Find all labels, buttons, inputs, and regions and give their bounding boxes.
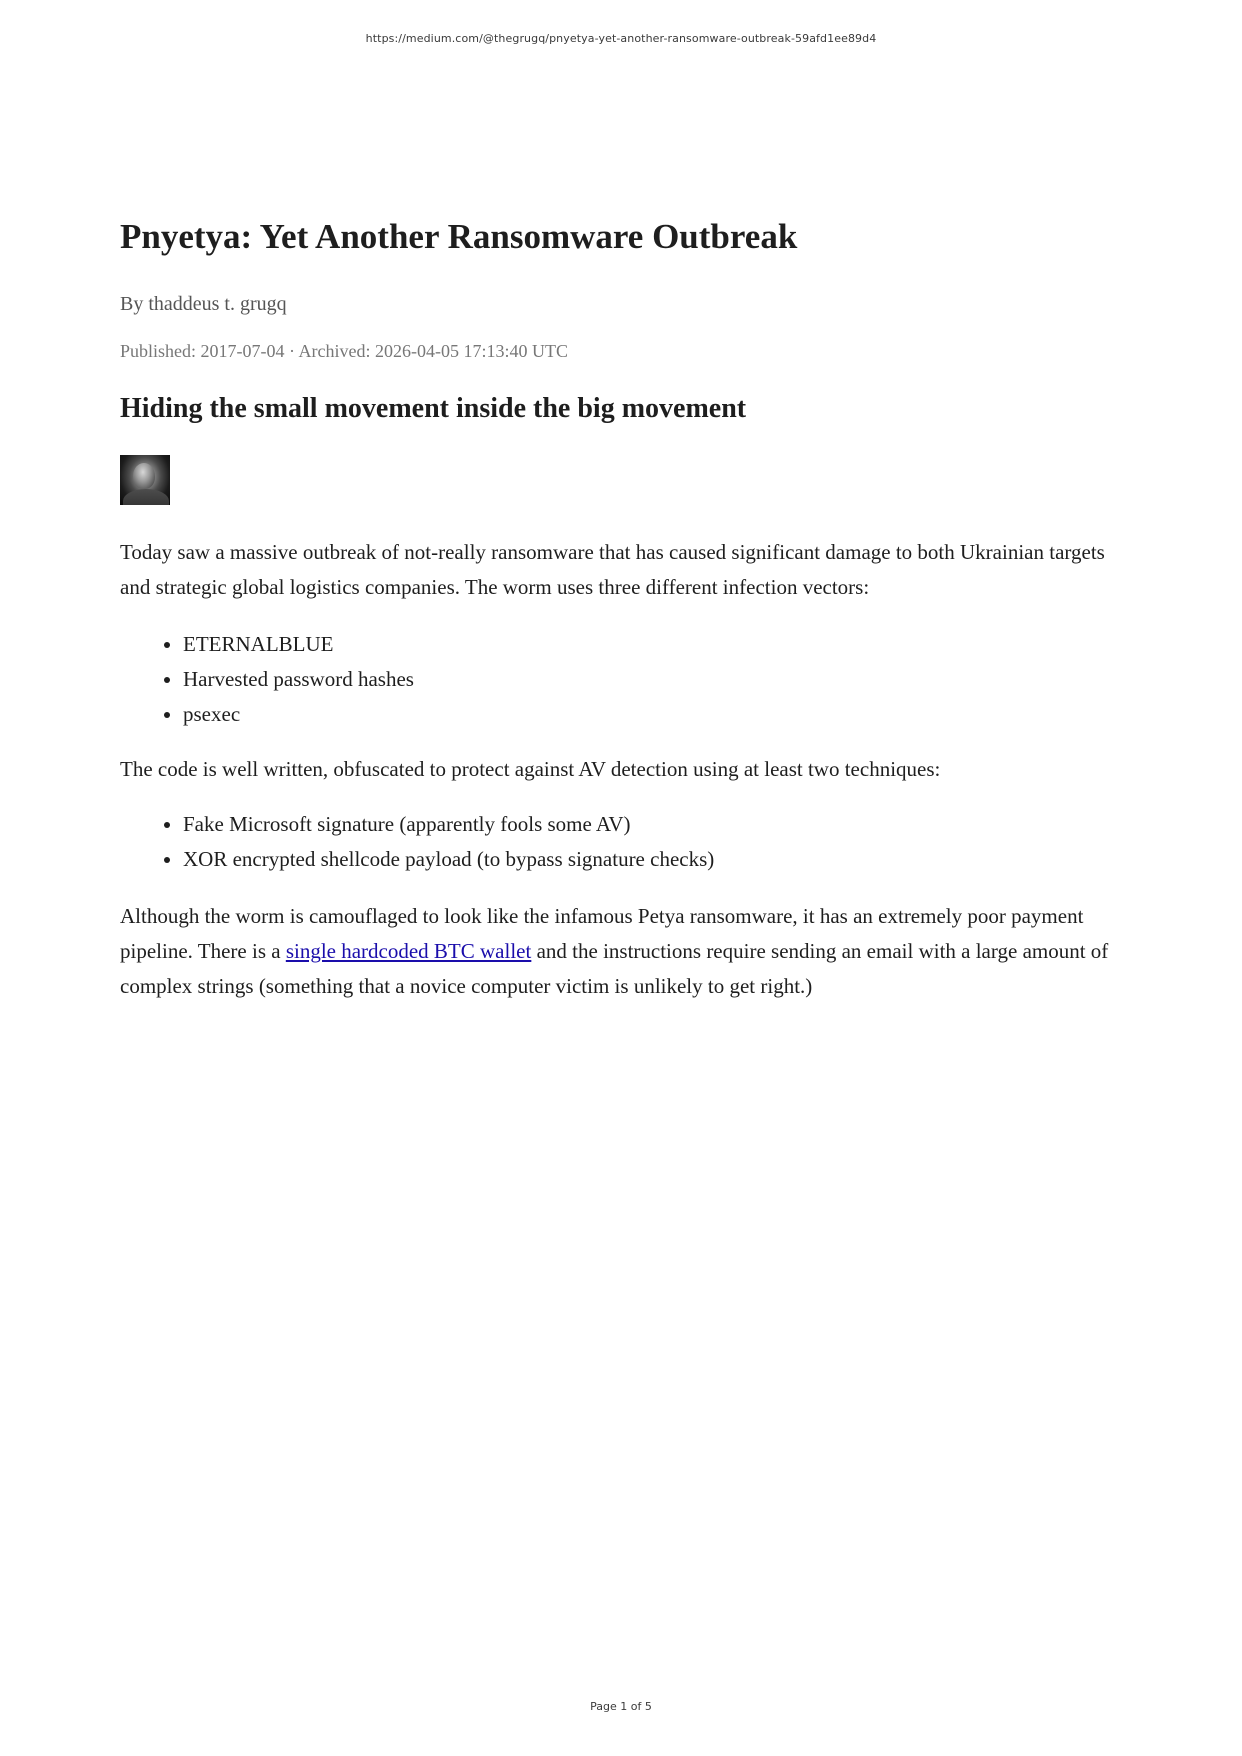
list-item: • ETERNALBLUE <box>183 627 1130 662</box>
article-title: Pnyetya: Yet Another Ransomware Outbreak <box>120 217 798 256</box>
paragraph-text-after-link: and the instructions require sending an email with a large amount of complex strings (something that a novice computer victim is unlikely to get right.) <box>120 939 1109 998</box>
paragraph-text-before-link: Although the worm is camouflaged to look like the infamous Petya ransomware, it has an extremely poor payment pipeline. There is a <box>120 904 1084 963</box>
author-avatar-icon <box>120 455 170 505</box>
article <box>120 214 1130 1004</box>
page-url-header: https://medium.com/@thegrugq/pnyetya-yet-another-ransomware-outbreak-59afd1ee89d4 <box>365 32 877 45</box>
article-meta: Published: 2017-07-04 · Archived: 2026-04-05 17:13:40 UTC <box>120 341 568 361</box>
avatar-shoulders-shape <box>123 489 169 505</box>
article-subtitle: Hiding the small movement inside the big movement <box>120 393 747 424</box>
article-byline: By thaddeus t. grugq <box>120 293 287 315</box>
list-item: • XOR encrypted shellcode payload (to bypass signature checks) <box>183 842 1130 877</box>
page-number-footer: Page 1 of 5 <box>590 1700 652 1713</box>
avatar-head-shape <box>133 463 155 489</box>
list-item: • Fake Microsoft signature (apparently fools some AV) <box>183 807 1130 842</box>
paragraph-code: The code is well written, obfuscated to protect against AV detection using at least two techniques: <box>120 757 941 781</box>
paragraph-intro: Today saw a massive outbreak of not-really ransomware that has caused significant damage to both Ukrainian targets and strategic global logistics companies. The worm uses three different infection vectors: <box>120 540 1105 599</box>
infection-vectors-list <box>120 627 1130 732</box>
list-item: • Harvested password hashes <box>183 662 1130 697</box>
paragraph-payment <box>120 899 1130 1004</box>
btc-wallet-link[interactable]: single hardcoded BTC wallet <box>285 939 532 963</box>
list-item: • psexec <box>183 697 1130 732</box>
obfuscation-techniques-list <box>120 807 1130 877</box>
